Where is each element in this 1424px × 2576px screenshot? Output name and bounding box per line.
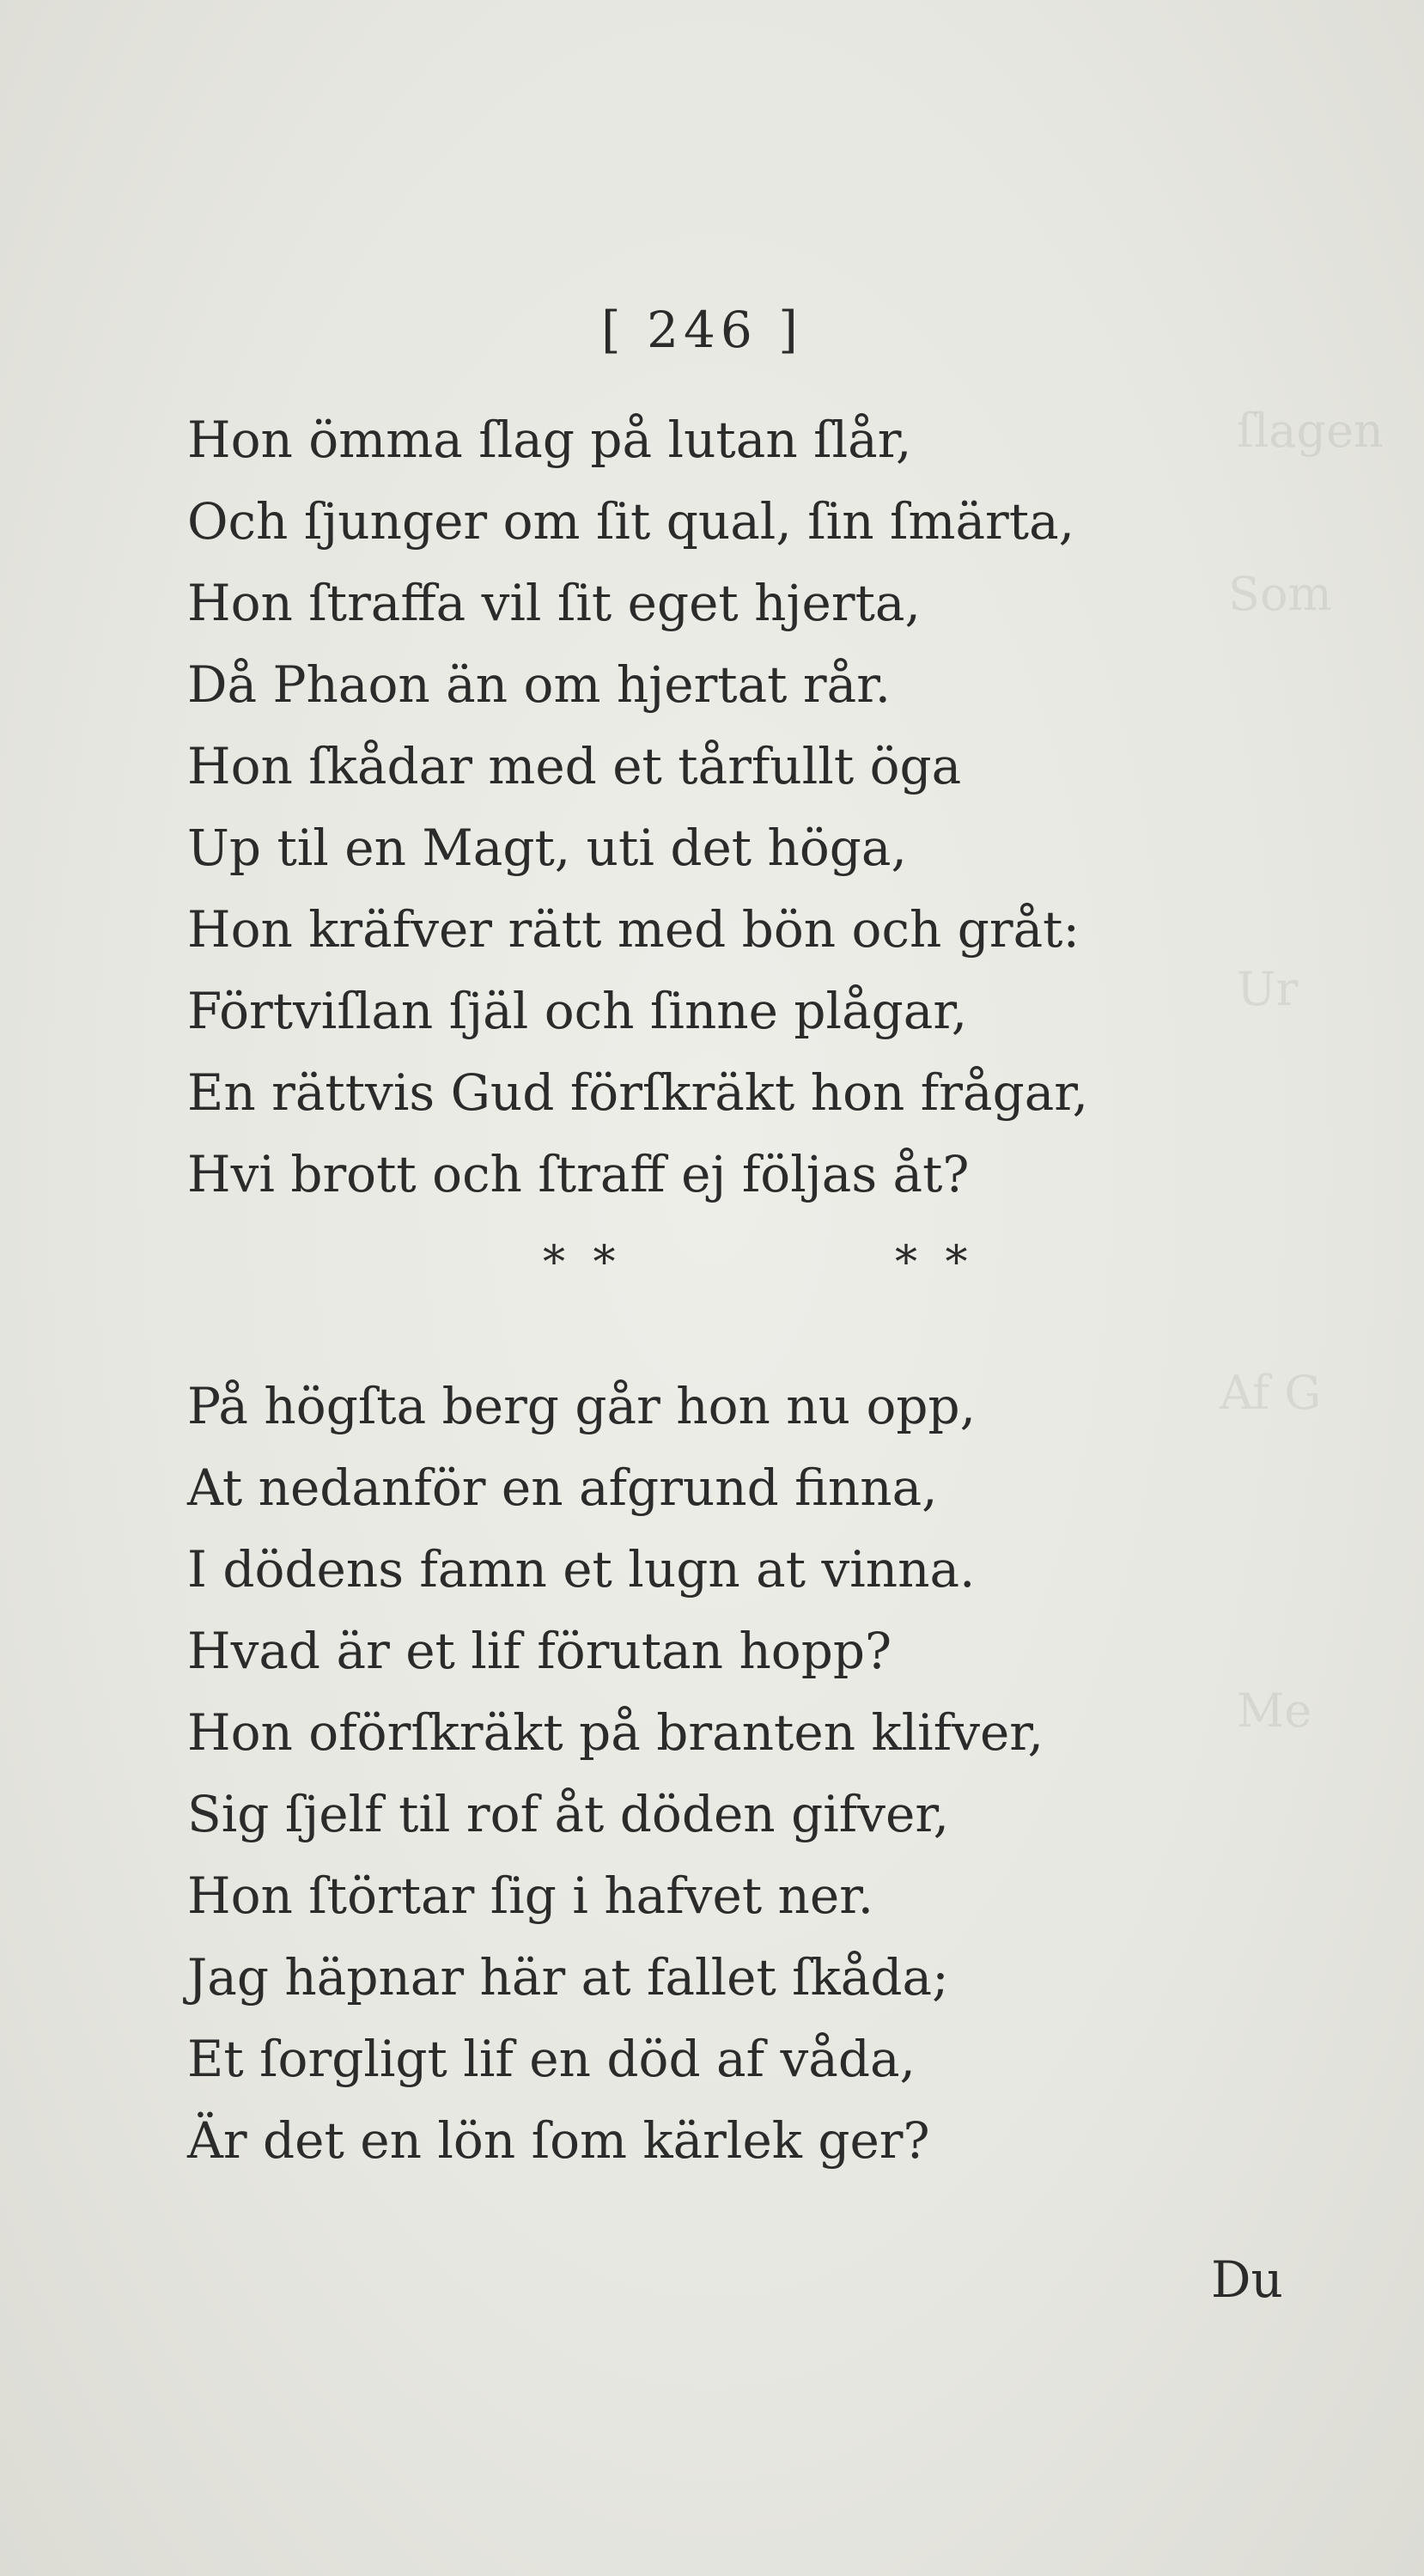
verse-line: Hon ömma ſlag på lutan ſlår, [187,411,912,469]
poem-stanza-1 [187,399,1088,1215]
verse-line: Förtviſlan ſjäl och ſinne plågar, [187,982,968,1040]
bleed-through-text: Som [1228,567,1332,621]
poem-stanza-2 [187,1366,1044,2182]
verse-line: Hvad är et lif förutan hopp? [187,1622,892,1680]
verse-line: Jag häpnar här at fallet ſkåda; [187,1948,949,2007]
verse-line: Då Phaon än om hjertat rår. [187,655,892,714]
verse-line: Hon kräfver rätt med bön och gråt: [187,900,1080,959]
verse-line: At nedanför en afgrund finna, [187,1459,938,1517]
bleed-through-text: ſlagen [1237,404,1384,458]
verse-line: Hon ſtörtar ſig i hafvet ner. [187,1867,874,1925]
catchword: Du [1211,2250,1283,2309]
verse-line: Hon ſkådar med et tårfullt öga [187,737,962,795]
section-divider-asterisks: * * [895,1237,975,1288]
verse-line: Hon oförſkräkt på branten klifver, [187,1703,1044,1762]
verse-line: Och ſjunger om ſit qual, ſin ſmärta, [187,492,1075,551]
verse-line: Hon ſtraffa vil ſit eget hjerta, [187,574,921,632]
section-divider-asterisks: * * [543,1237,623,1288]
verse-line: Hvi brott och ſtraff ej följas åt? [187,1145,970,1203]
page-number-header: [ 246 ] [601,301,803,359]
verse-line: Sig ſjelf til rof åt döden gifver, [187,1785,950,1843]
verse-line: Up til en Magt, uti det höga, [187,819,907,877]
bleed-through-text: Af G [1220,1366,1322,1420]
bleed-through-text: Ur [1237,962,1299,1016]
verse-line: På högſta berg går hon nu opp, [187,1377,977,1435]
verse-line: En rättvis Gud förſkräkt hon frågar, [187,1063,1089,1122]
verse-line: Et ſorgligt lif en död af våda, [187,2030,916,2088]
verse-line: Är det en lön ſom kärlek ger? [187,2111,930,2170]
verse-line: I dödens famn et lugn at vinna. [187,1540,976,1599]
bleed-through-text: Me [1237,1684,1312,1738]
